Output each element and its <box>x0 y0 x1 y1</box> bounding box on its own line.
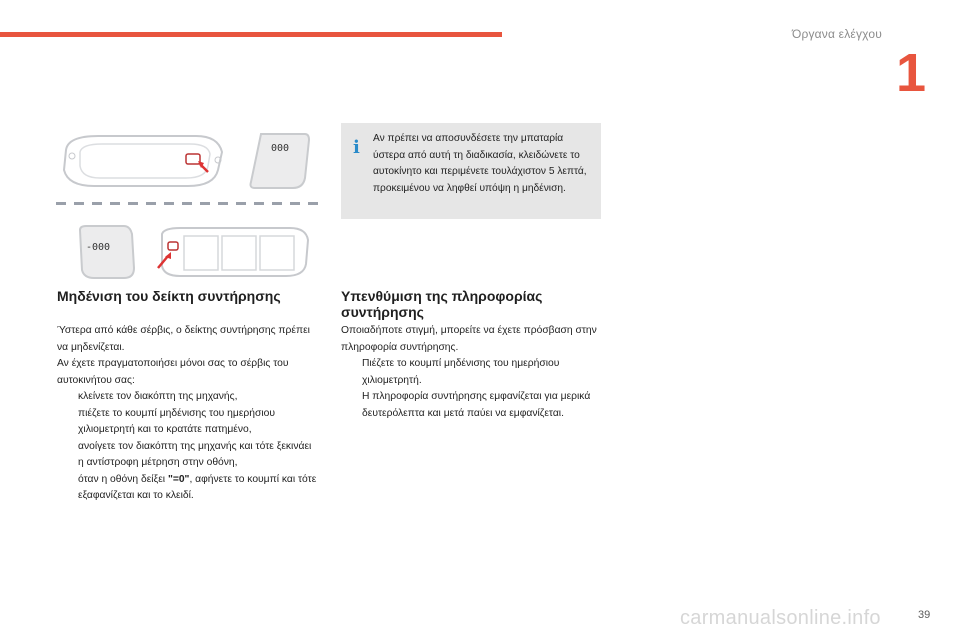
right-intro: Οποιαδήποτε στιγμή, μπορείτε να έχετε πρόσβαση στην πληροφορία συντήρησης. <box>341 325 597 353</box>
info-box <box>341 123 601 219</box>
info-box-text: Αν πρέπει να αποσυνδέσετε την μπαταρία ύστερα από αυτή τη διαδικασία, κλειδώνετε το αυτοκίνητο και περιμένετε τουλάχιστον 5 λεπτά, προκειμένου να ληφθεί υπόψη η μηδένιση. <box>373 133 587 194</box>
left-section-title: Μηδένιση του δείκτη συντήρησης <box>57 288 281 304</box>
instrument-panel-illustration-top <box>58 130 228 192</box>
odometer-display-illustration-bottom <box>74 224 138 282</box>
chapter-number: 1 <box>895 43 926 103</box>
list-item: πιέζετε το κουμπί μηδένισης του ημερήσιου χιλιομετρητή και το κρατάτε πατημένο, <box>78 407 276 435</box>
display-bottom-text: -000 <box>86 242 111 253</box>
header-accent-bar <box>0 32 502 37</box>
page-number: 39 <box>918 609 931 621</box>
info-icon: i <box>353 137 360 158</box>
left-intro-2: Αν έχετε πραγματοποιήσει μόνοι σας το σέρβις του αυτοκινήτου σας: <box>57 358 289 386</box>
instrument-panel-illustration-bottom <box>150 224 314 282</box>
list-item: ανοίγετε τον διακόπτη της μηχανής και τότε ξεκινάει η αντίστροφη μέτρηση στην οθόνη, <box>78 440 312 468</box>
odometer-display-illustration-top <box>247 130 313 192</box>
list-item: όταν η οθόνη δείξει "=0", αφήνετε το κουμπί και τότε εξαφανίζεται και το κλειδί. <box>78 473 317 501</box>
left-section-body <box>57 323 319 505</box>
list-item: κλείνετε τον διακόπτη της μηχανής, <box>78 391 238 402</box>
reset-value-text: "=0" <box>167 473 190 485</box>
list-item: Πιέζετε το κουμπί μηδένισης του ημερήσιου χιλιομετρητή. <box>362 358 560 386</box>
right-section-body <box>341 323 603 422</box>
right-bullet-continuation: Η πληροφορία συντήρησης εμφανίζεται για μερικά δευτερόλεπτα και μετά παύει να εμφανίζεται. <box>362 391 591 419</box>
left-intro: Ύστερα από κάθε σέρβις, ο δείκτης συντήρησης πρέπει να μηδενίζεται. <box>57 325 310 353</box>
right-section-title: Υπενθύμιση της πληροφορίας συντήρησης <box>341 288 543 320</box>
display-top-text: 000 <box>271 143 290 154</box>
section-title: Όργανα ελέγχου <box>791 27 882 41</box>
illustration-divider <box>56 202 320 205</box>
watermark: carmanualsonline.info <box>680 607 881 629</box>
